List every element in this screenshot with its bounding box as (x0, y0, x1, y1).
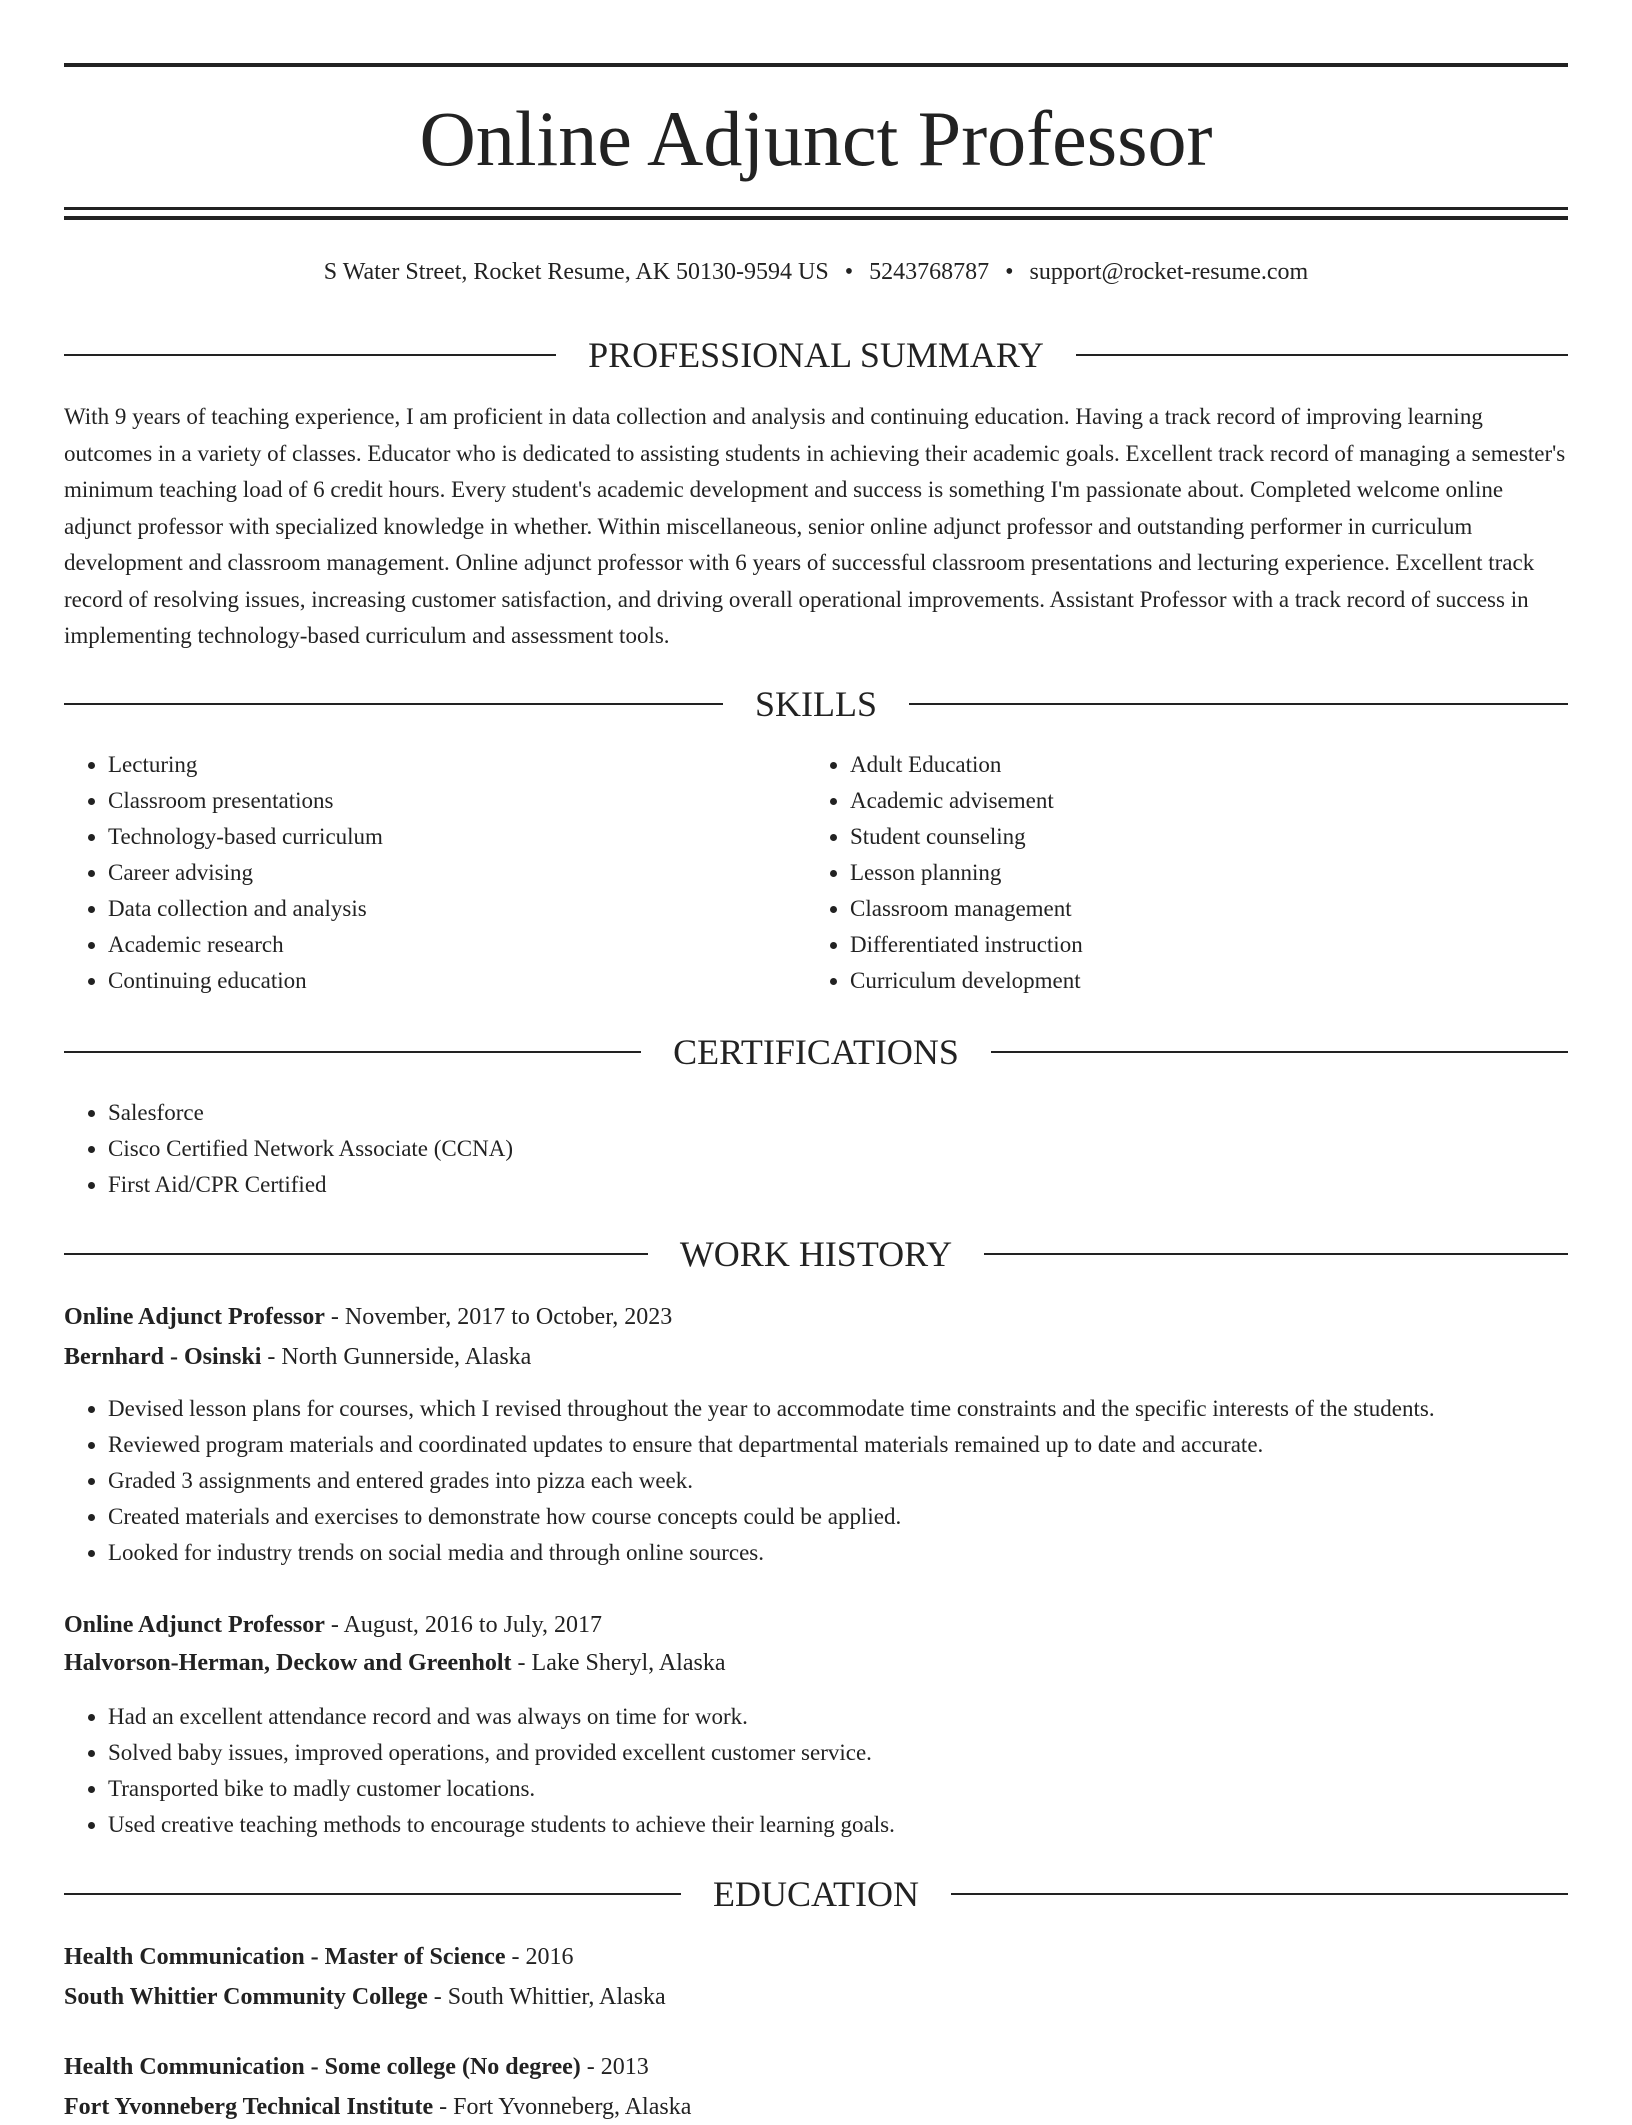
certification-item: • First Aid/CPR Certified (108, 1167, 784, 1203)
job-entry (64, 1607, 1568, 1681)
job-title-line (64, 1299, 1568, 1335)
job-title: Online Adjunct Professor (64, 1304, 325, 1330)
job-bullet: • Used creative teaching methods to encourage students to achieve their learning goals. (108, 1807, 1568, 1843)
section-heading-text: SKILLS (755, 684, 878, 724)
education-school: South Whittier Community College (64, 1984, 428, 2010)
contact-address: S Water Street, Rocket Resume, AK 50130-9594 US (323, 259, 829, 285)
section-heading-text: WORK HISTORY (679, 1234, 953, 1274)
skill-item: • Curriculum development (850, 963, 1526, 999)
job-title: Online Adjunct Professor (64, 1612, 325, 1638)
education-school-line (64, 2089, 1568, 2125)
skill-item: • Lecturing (108, 747, 784, 783)
certifications-section (64, 1031, 1568, 1073)
education-degree-line (64, 1939, 1568, 1975)
heading-line-right (984, 1253, 1568, 1255)
summary-section (64, 334, 1568, 376)
heading-line-right (991, 1051, 1568, 1053)
skills-section (64, 683, 1568, 725)
summary-paragraph: With 9 years of teaching experience, I am proficient in data collection and analysis and continuing education. Having a track record of improving learning outcomes in a variety of classes. Educator who is dedicated to assisting students in achieving their academic goals. Excellent track record of managing a semester's minimum teaching load of 6 credit hours. Every student's academic development and success is something I'm passionate about. Completed welcome online adjunct professor with specialized knowledge in whether. Within miscellaneous, senior online adjunct professor and outstanding performer in curriculum development and classroom management. Online adjunct professor with 6 years of successful classroom presentations and lecturing experience. Excellent track record of resolving issues, increasing customer satisfaction, and driving overall operational improvements. Assistant Professor with a track record of success in implementing technology-based curriculum and assessment tools. (64, 404, 1566, 648)
section-heading-skills (64, 683, 1568, 725)
job-company-line (64, 1339, 1568, 1375)
heading-line-left (64, 703, 723, 705)
certification-item: • Salesforce (108, 1095, 784, 1131)
job-entry (64, 1299, 1568, 1375)
resume-title: Online Adjunct Professor (419, 95, 1213, 182)
title-rule-upper (64, 207, 1568, 210)
section-heading-education (64, 1873, 1568, 1915)
job-bullets (64, 1699, 1568, 1843)
title-rule-lower (64, 216, 1568, 220)
skill-item: • Data collection and analysis (108, 891, 784, 927)
heading-line-right (909, 703, 1568, 705)
skills-list-right (806, 747, 1526, 999)
skill-item: • Adult Education (850, 747, 1526, 783)
certifications-list (64, 1095, 784, 1203)
contact-separator: • (1005, 259, 1014, 285)
contact-email: support@rocket-resume.com (1029, 259, 1309, 285)
skill-item: • Technology-based curriculum (108, 819, 784, 855)
contact-phone: 5243768787 (869, 259, 990, 285)
education-year: - 2013 (580, 2054, 649, 2080)
heading-line-left (64, 1051, 641, 1053)
top-rule (64, 63, 1568, 67)
job-company: Halvorson-Herman, Deckow and Greenholt (64, 1650, 512, 1676)
skill-item: • Classroom presentations (108, 783, 784, 819)
skill-item: • Lesson planning (850, 855, 1526, 891)
education-degree: Health Communication - Some college (No degree) (64, 2054, 581, 2080)
heading-line-right (1076, 354, 1568, 356)
section-heading-text: CERTIFICATIONS (673, 1032, 959, 1072)
education-entry (64, 1939, 1568, 2015)
education-year: - 2016 (505, 1944, 574, 1970)
job-location: - North Gunnerside, Alaska (261, 1344, 532, 1370)
education-location: - South Whittier, Alaska (427, 1984, 666, 2010)
heading-line-left (64, 1893, 681, 1895)
certification-item: • Cisco Certified Network Associate (CCNA) (108, 1131, 784, 1167)
section-heading-work-history (64, 1233, 1568, 1275)
education-school-line (64, 1979, 1568, 2015)
education-entry (64, 2049, 1568, 2125)
job-bullet: • Solved baby issues, improved operations, and provided excellent customer service. (108, 1735, 1568, 1771)
skill-item: • Career advising (108, 855, 784, 891)
job-bullet: • Had an excellent attendance record and was always on time for work. (108, 1699, 1568, 1735)
education-location: - Fort Yvonneberg, Alaska (433, 2094, 692, 2120)
heading-line-left (64, 354, 556, 356)
job-bullet: • Looked for industry trends on social media and through online sources. (108, 1535, 1568, 1571)
job-bullet: • Created materials and exercises to demonstrate how course concepts could be applied. (108, 1499, 1568, 1535)
job-bullet: • Reviewed program materials and coordinated updates to ensure that departmental materials remained up to date and accurate. (108, 1427, 1568, 1463)
education-school: Fort Yvonneberg Technical Institute (64, 2094, 434, 2120)
section-heading-text: PROFESSIONAL SUMMARY (588, 335, 1044, 375)
skill-item: • Student counseling (850, 819, 1526, 855)
education-degree-line (64, 2049, 1568, 2085)
heading-line-right (951, 1893, 1568, 1895)
job-title-line (64, 1607, 1568, 1643)
section-heading-text: EDUCATION (713, 1874, 919, 1914)
job-bullets (64, 1391, 1568, 1571)
job-dates: - August, 2016 to July, 2017 (324, 1612, 603, 1638)
skill-item: • Academic research (108, 927, 784, 963)
job-dates: - November, 2017 to October, 2023 (324, 1304, 673, 1330)
skill-item: • Differentiated instruction (850, 927, 1526, 963)
job-company: Bernhard - Osinski (64, 1344, 262, 1370)
education-section (64, 1873, 1568, 1915)
skill-item: • Continuing education (108, 963, 784, 999)
job-bullet: • Devised lesson plans for courses, which I revised throughout the year to accommodate time constraints and the specific interests of the students. (108, 1391, 1568, 1427)
education-degree: Health Communication - Master of Science (64, 1944, 506, 1970)
job-location: - Lake Sheryl, Alaska (511, 1650, 726, 1676)
skill-item: • Classroom management (850, 891, 1526, 927)
job-company-line (64, 1645, 1568, 1681)
work-history-section (64, 1233, 1568, 1275)
job-bullet: • Transported bike to madly customer locations. (108, 1771, 1568, 1807)
section-heading-certifications (64, 1031, 1568, 1073)
section-heading-summary (64, 334, 1568, 376)
contact-line (64, 254, 1568, 290)
skill-item: • Academic advisement (850, 783, 1526, 819)
contact-separator: • (844, 259, 854, 285)
job-bullet: • Graded 3 assignments and entered grades into pizza each week. (108, 1463, 1568, 1499)
skills-list-left (64, 747, 784, 999)
heading-line-left (64, 1253, 648, 1255)
